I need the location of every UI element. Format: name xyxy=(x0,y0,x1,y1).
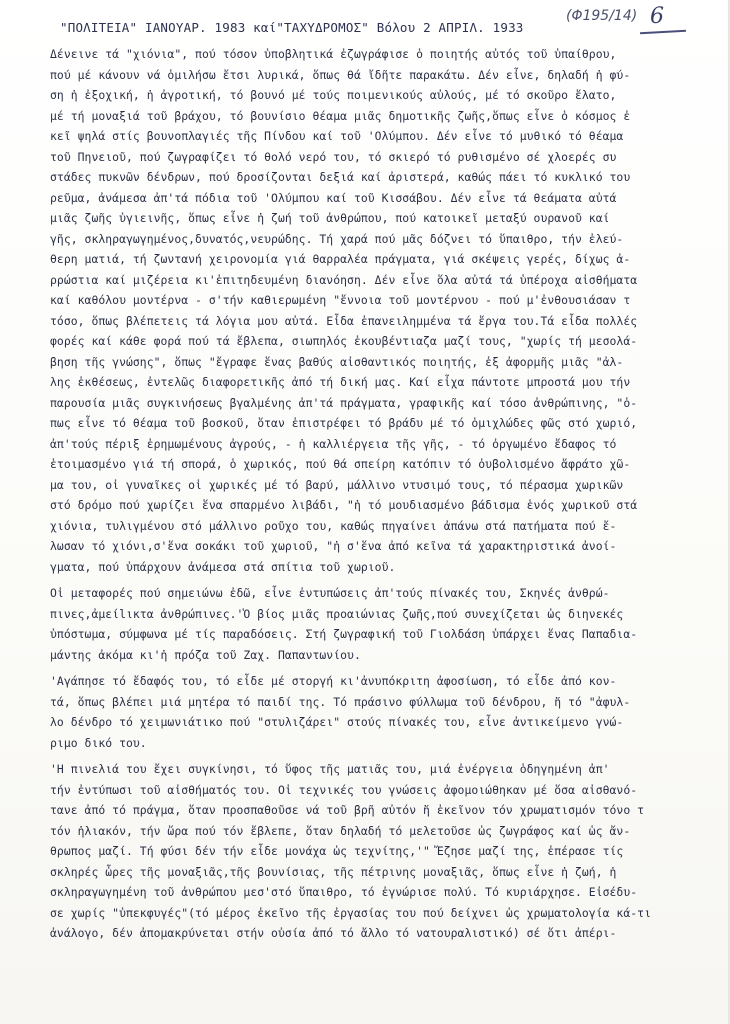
text-line: ση ἡ ἐξοχική, ἡ ἀγροτική, τό βουνό μέ τούς ποιμενικούς αὐλούς, μέ τό σκοῦρο ἔλατο, xyxy=(50,88,617,102)
text-line: τήν ἐντύπωσι τοῦ αἰσθήματός του. Οἱ τεχνικές του γνώσεις ἀφομοιώθηκαν μέ ὅσα αἰσθανό- xyxy=(50,782,638,797)
text-line: στάδες πυκνῶν δένδρων, πού δροσίζονται δεξιά καί ἀριστερά, καθώς πάει τό κυκλικό του xyxy=(50,170,631,184)
body-text xyxy=(50,44,710,944)
text-line: τόν ἡλιακόν, τήν ὥρα πού τόν ἔβλεπε, ὅταν δηλαδή τό μελετοῦσε ὡς ζωγράφος καί ὡς ἄν- xyxy=(50,823,631,838)
paragraph-start-line: Οἱ μεταφορές πού σημειώνω ἐδῶ, εἶνε ἐντυπώσεις ἀπ'τούς πίνακές του, Σκηνές ἀνθρώ- xyxy=(50,586,610,600)
page-number: 6 xyxy=(650,4,664,29)
paragraph-start-line: 'Αγάπησε τό ἔδαφός του, τό εἶδε μέ στοργή κι'ἀνυπόκριτη ἀφοσίωση, τό εἶδε ἀπό κον- xyxy=(50,674,617,688)
header-title: "ΠΟΛΙΤΕΙΑ" ΙΑΝΟΥΑΡ. 1983 καί"ΤΑΧΥΔΡΟΜΟΣ" Βόλου 2 ΑΠΡΙΛ. 1933 xyxy=(60,20,524,35)
text-line: ἑτοιμασμένο γιά τή σπορά, ὁ χωρικός, πού θά σπείρη κατόπιν τό ὀυβολισμένο ἄφράτο χῶ- xyxy=(50,457,631,471)
text-line: καί καθόλου μοντέρνα - σ'τήν καθιερωμένη "ἔννοια τοῦ μοντέρνου - πού μ'ἐνθουσιάσαν τ xyxy=(50,293,631,307)
text-line: παρουσία μιᾶς συγκινήσεως βγαλμένης ἀπ'τά πράγματα, γραφικῆς καί τόσο ἀνθρώπινης, "ὁ- xyxy=(50,395,638,410)
text-line: λωσαν τό χιόνι,σ'ἕνα σοκάκι τοῦ χωριοῦ, "ἡ σ'ἕνα ἀπό κεῖνα τά χαρακτηριστικά ἀνοί- xyxy=(50,539,617,553)
text-line: μέ τή μοναξιά τοῦ βράχου, τό βουνίσιο θέαμα μιᾶς δημοτικῆς ζωῆς,ὅπως εἶνε ὁ κόσμος ἐ xyxy=(50,108,631,123)
text-line: φορές καί κάθε φορά πού τά ἔβλεπα, σιωπηλός ἐκουβέντιαζα μαζί τους, "χωρίς τή μεσολά- xyxy=(50,334,638,348)
text-line: Δένεινε τά "χιόνια", πού τόσον ὑποβλητικά ἐζωγράφισε ὁ ποιητής αὐτός τοῦ ὑπαίθρου, xyxy=(50,47,617,61)
text-line: λης ἐκθέσεως, ἐντελῶς διαφορετικῆς ἀπό τή δική μας. Καί εἶχα πάντοτε μπροστά μου τήν xyxy=(50,375,631,389)
text-line: σε χωρίς "ὑπεκφυγές"(τό μέρος ἐκεῖνο τῆς ἐργασίας του πού δείχνει ὡς χρωματολογία κά-τι xyxy=(50,905,651,920)
text-line: κεῖ ψηλά στίς βουνοπλαγιές τῆς Πίνδου καί τοῦ 'Ολύμπου. Δέν εἶνε τό μυθικό τό θέαμα xyxy=(50,129,624,143)
text-line: ὑπόστωμα, σύμφωνα μέ τίς παραδόσεις. Στή ζωγραφική τοῦ Γιολδάση ὑπάρχει ἕνας Παπαδια- xyxy=(50,627,638,641)
page-number-underline xyxy=(640,30,686,34)
text-line: τανε ἀπό τό πράγμα, ὅταν προσπαθοῦσε νά τοῦ βρῆ αὐτόν ἤ ἐκεῖνον τόν χρωματισμόν τόνο τ xyxy=(50,803,645,817)
text-line: πού μέ κάνουν νά ὁμιλήσω ἔτσι λυρικά, ὅπως θά ἴδῆτε παρακάτω. Δέν εἶνε, δηλαδή ἡ φύ- xyxy=(50,67,631,82)
text-line: στό δρόμο πού χωρίζει ἕνα σπαρμένο λιβάδι, "ἡ τό μουδιασμένο βάδισμα ἑνός χωρικοῦ στά xyxy=(50,498,638,512)
text-line: θρωπος μαζί. Τή φύσι δέν τήν εἶδε μονάχα ὡς τεχνίτης,'" Ἔζησε μαζί της, ἐπέρασε τίς xyxy=(50,844,624,858)
text-line: μιᾶς ζωῆς ὑγιεινῆς, ὅπως εἶνε ἡ ζωή τοῦ ἀνθρώπου, πού κατοικεῖ μεταξύ ουρανοῦ καί xyxy=(50,211,610,225)
text-line: γῆς, σκληραγωγημένος,δυνατός,νευρώδης. Τή χαρά πού μᾶς δόζνει τό ὕπαιθρο, τήν ἐλεύ- xyxy=(50,231,624,246)
text-line: βηση τῆς γνώσης", ὅπως "ἔγραφε ἕνας βαθύς αἰσθαντικός ποιητής, ἐξ ἀφορμῆς μιᾶς "ἀλ- xyxy=(50,354,624,369)
paragraph-start-line: 'Η πινελιά του ἔχει συγκίνησι, τό ὕφος τῆς ματιᾶς του, μιά ἐνέργεια ὁδηγημένη ἀπ' xyxy=(50,762,610,776)
text-line: τόσο, ὅπως βλέπετεις τά λόγια μου αὐτά. Εἶδα ἐπανειλημμένα τά ἔργα του.Τά εἶδα πολλές xyxy=(50,313,638,328)
text-line: ἀπ'τούς πέριξ ἐρημωμένους ἀγρούς, - ἡ καλλιέργεια τῆς γῆς, - τό ὀργωμένο ἔδαφος τό xyxy=(50,436,617,451)
text-line: ρεῦμα, ἀνάμεσα ἀπ'τά πόδια τοῦ 'Ολύμπου καί τοῦ Κισσάβου. Δέν εἶνε τά θεάματα αὐτά xyxy=(50,190,617,205)
text-line: χιόνια, τυλιγμένου στό μάλλινο ροῦχο του, καθώς πηγαίνει ἀπάνω στά πατήματα πού ἔ- xyxy=(50,518,617,533)
text-line: τοῦ Πηνειοῦ, πού ζωγραφίζει τό θολό νερό του, τό σκιερό τό ρυθισμένο σέ χλοερές συ xyxy=(50,149,617,164)
text-line: ρρώστια καί μιζέρεια κι'ἐπιτηδευμένη διανόηση. Δέν εἶνε ὅλα αὐτά τά ὑπέροχα αἰσθήματα xyxy=(50,272,638,287)
text-line: σκληρές ὧρες τῆς μοναξιᾶς,τῆς βουνίσιας, τῆς πέτρινης μοναξιᾶς, ὅπως εἶνε ἡ ζωή, ἡ xyxy=(50,864,617,879)
text-line: λο δένδρο τό χειμωνιάτικο πού "στυλιζάρει" στούς πίνακές του, εἶνε ἀντικείμενο γνώ- xyxy=(50,715,624,729)
text-line: μα του, οἱ γυναῖκες οἱ χωρικές μέ τό βαρύ, μάλλινο ντυσιμό τους, τό πέρασμα χωρικῶν xyxy=(50,477,624,492)
text-line: ριμο δικό του. xyxy=(50,735,147,750)
text-line: ἀνάλογο, δέν ἀπομακρύνεται στήν οὐσία ἀπό τό ἄλλο τό νατουραλιστικό) σέ ὅτι ἀπέρι- xyxy=(50,926,617,940)
text-line: γματα, πού ὑπάρχουν ἀνάμεσα στά σπίτια τοῦ χωριοῦ. xyxy=(50,559,396,574)
text-line: πως εἶνε τό θέαμα τοῦ βοσκοῦ, ὅταν ἐπιστρέφει τό βράδυ μέ τό ὁμιχλώδες φῶς στό χωριό, xyxy=(50,416,638,430)
text-line: πινες,ἀμεί​lικτα ἀνθρώπινες.'Ὁ βίος μιᾶς προαιώνιας ζωῆς,πού συνεχίζεται ὡς διηνεκές xyxy=(50,606,624,621)
text-line: τά, ὅπως βλέπει μιά μητέρα τό παιδί της. Τό πράσινο φύλλωμα τοῦ δένδρου, ἤ τό "ἀφυλ- xyxy=(50,694,631,709)
text-line: μάντης ἀκόμα κι'ἡ πρόζα τοῦ Ζαχ. Παπαντωνίου. xyxy=(50,647,361,662)
text-line: σκληραγωγημένη τοῦ ἀνθρώπου μεσ'στό ὕπαιθρο, τό ἐγνώρισε πολύ. Τό κυριάρχησε. Εἰσέδυ- xyxy=(50,885,638,899)
text-line: θερη ματιά, τή ζωντανή χειρονομία γιά θαρραλέα πράγματα, γιά σκέψεις γερές, δίχως ἀ- xyxy=(50,252,631,266)
archive-annotation: (Φ195/14) xyxy=(566,8,638,24)
